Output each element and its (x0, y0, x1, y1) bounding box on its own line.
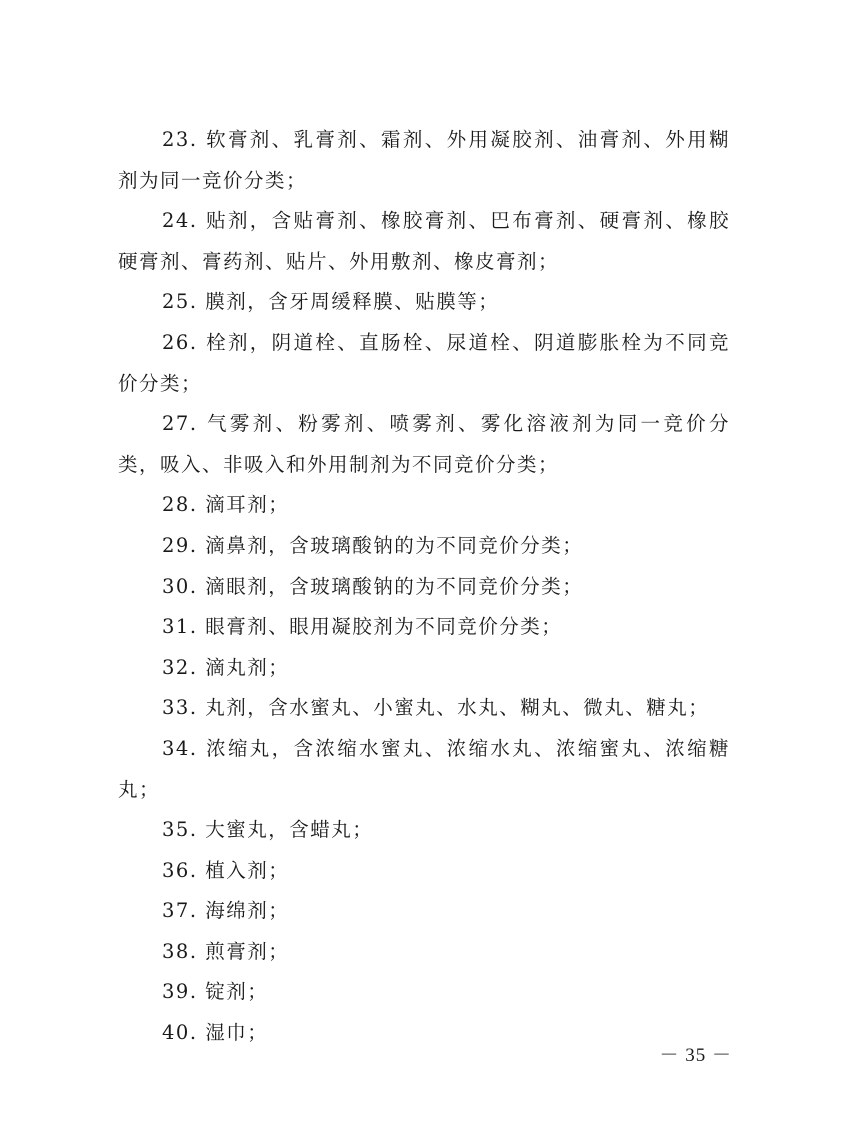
list-item: 26. 栓剂，阴道栓、直肠栓、尿道栓、阴道膨胀栓为不同竞价分类； (118, 330, 730, 395)
page-number: － 35 － (659, 1045, 732, 1066)
list-item: 37. 海绵剂； (162, 899, 290, 923)
list-item: 32. 滴丸剂； (162, 655, 290, 679)
list-item: 29. 滴鼻剂，含玻璃酸钠的为不同竞价分类； (162, 533, 584, 557)
list-item: 40. 湿巾； (162, 1021, 269, 1045)
list-item: 25. 膜剂，含牙周缓释膜、贴膜等； (162, 290, 500, 314)
list-item: 31. 眼膏剂、眼用凝胶剂为不同竞价分类； (162, 615, 563, 639)
list-item: 33. 丸剂，含水蜜丸、小蜜丸、水丸、糊丸、微丸、糖丸； (162, 696, 710, 720)
list-item: 23. 软膏剂、乳膏剂、霜剂、外用凝胶剂、油膏剂、外用糊剂为同一竞价分类； (118, 128, 730, 192)
dosage-form-list (118, 120, 730, 1054)
list-item: 27. 气雾剂、粉雾剂、喷雾剂、雾化溶液剂为同一竞价分类，吸入、非吸入和外用制剂为不同竞价分类； (118, 412, 730, 476)
list-item: 39. 锭剂； (162, 980, 269, 1004)
list-item: 38. 煎膏剂； (162, 939, 290, 963)
list-item: 28. 滴耳剂； (162, 493, 290, 517)
list-item: 34. 浓缩丸，含浓缩水蜜丸、浓缩水丸、浓缩蜜丸、浓缩糖丸； (118, 736, 730, 801)
list-item: 35. 大蜜丸，含蜡丸； (162, 818, 374, 842)
list-item: 36. 植入剂； (162, 858, 290, 882)
list-item: 24. 贴剂，含贴膏剂、橡胶膏剂、巴布膏剂、硬膏剂、橡胶硬膏剂、膏药剂、贴片、外用敷剂、橡皮膏剂； (118, 209, 730, 273)
list-item: 30. 滴眼剂，含玻璃酸钠的为不同竞价分类； (162, 574, 584, 598)
